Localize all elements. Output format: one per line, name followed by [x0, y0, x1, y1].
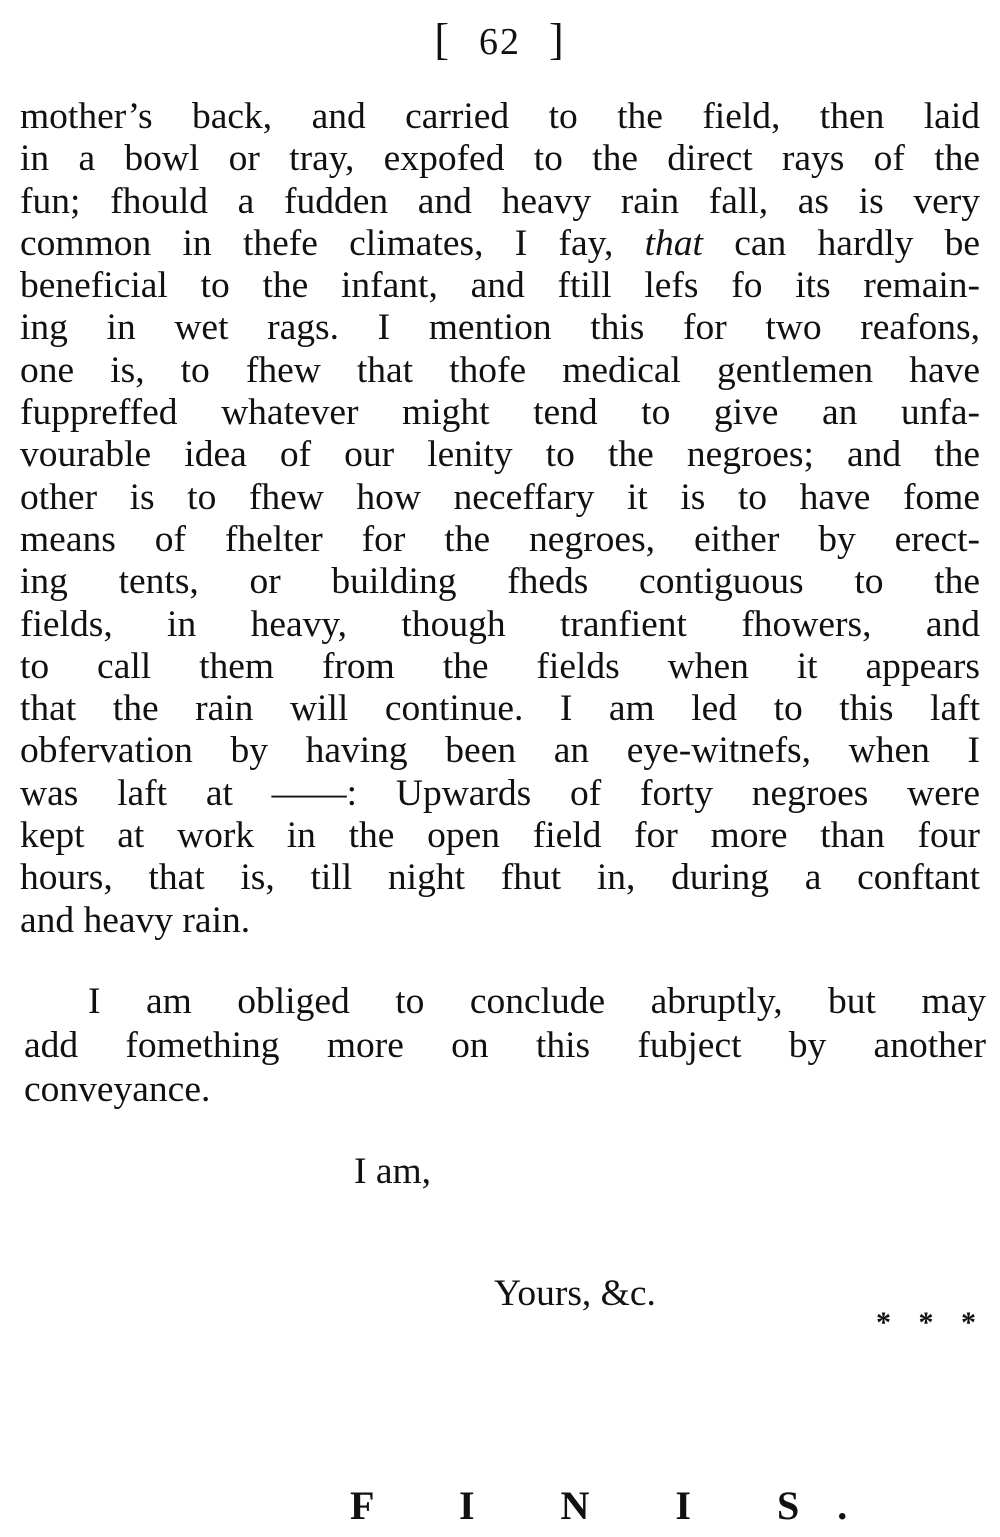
- text-line: beneficial to the infant, and ftill lefs fo its remain-: [20, 265, 980, 307]
- page-number: [0, 14, 1000, 65]
- text-segment: common in thefe climates, I fay,: [20, 222, 614, 264]
- text-line: conveyance.: [24, 1069, 211, 1110]
- text-line: one is, to fhew that thofe medical gentlemen have: [20, 349, 980, 391]
- signature-asterisks: * * *: [876, 1306, 986, 1339]
- text-line: I am obliged to conclude abruptly, but may: [88, 981, 986, 1022]
- closing-salutation: I am,: [354, 1151, 432, 1192]
- text-line: fuppreffed whatever might tend to give an unfa-: [20, 392, 980, 434]
- text-line-with-italic: [20, 223, 980, 265]
- text-line: obfervation by having been an eye-witnefs, when I: [20, 730, 980, 772]
- finis-heading: F I N I S.: [350, 1483, 886, 1528]
- text-line: that the rain will continue. I am led to this laft: [20, 688, 980, 730]
- text-line: was laft at ——: Upwards of forty negroes were: [20, 772, 980, 814]
- text-line: hours, that is, till night fhut in, during a conftant: [20, 857, 980, 899]
- text-segment: can hardly be: [734, 222, 981, 264]
- text-line: in a bowl or tray, expofed to the direct rays of the: [20, 138, 980, 180]
- text-line: add fomething more on this fubject by another: [24, 1025, 986, 1066]
- text-line: vourable idea of our lenity to the negroes; and the: [20, 434, 980, 476]
- paragraph-1: [20, 96, 980, 942]
- page-number-close-bracket: ]: [549, 15, 566, 64]
- text-line: to call them from the fields when it appears: [20, 645, 980, 687]
- text-line: and heavy rain.: [20, 899, 251, 941]
- text-line: means of fhelter for the negroes, either by erect-: [20, 518, 980, 560]
- italic-word: that: [644, 222, 703, 264]
- paragraph-2: [24, 980, 986, 1112]
- text-line: fun; fhould a fudden and heavy rain fall, as is very: [20, 180, 980, 222]
- text-line: mother’s back, and carried to the field, then laid: [20, 96, 980, 137]
- closing-signoff: Yours, &c.: [494, 1273, 656, 1314]
- page-number-value: 62: [479, 21, 521, 63]
- text-line: fields, in heavy, though tranfient fhowers, and: [20, 603, 980, 645]
- text-line: other is to fhew how neceffary it is to have fome: [20, 476, 980, 518]
- page-number-open-bracket: [: [434, 15, 451, 64]
- text-line: kept at work in the open field for more than four: [20, 815, 980, 857]
- text-line: ing tents, or building fheds contiguous to the: [20, 561, 980, 603]
- text-line: ing in wet rags. I mention this for two reafons,: [20, 307, 980, 349]
